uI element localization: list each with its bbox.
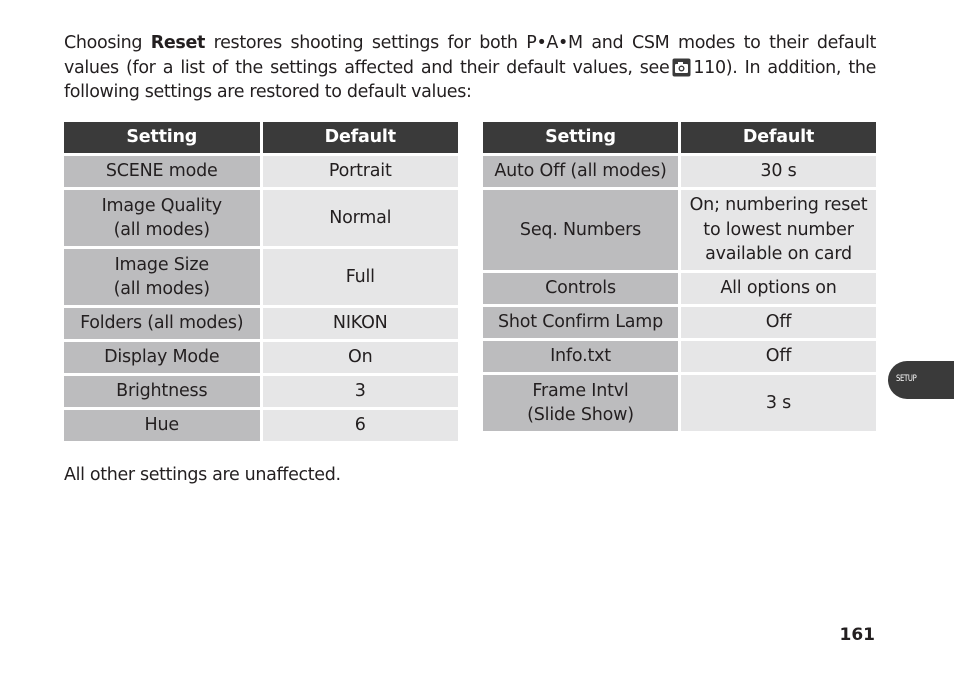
header-setting: Setting: [64, 122, 260, 153]
setting-cell: Folders (all modes): [64, 308, 260, 339]
table-row: [483, 190, 876, 270]
default-cell: NIKON: [263, 308, 459, 339]
table-row: [64, 156, 458, 187]
table-row: [483, 341, 876, 372]
default-cell: Normal: [263, 190, 459, 246]
table-row: [483, 375, 876, 431]
section-tab: [888, 361, 954, 399]
table-row: [64, 308, 458, 339]
default-cell: 3: [263, 376, 459, 407]
default-cell: [681, 190, 876, 270]
setting-cell: Shot Confirm Lamp: [483, 307, 678, 338]
table-row: [64, 249, 458, 305]
header-default: Default: [263, 122, 459, 153]
table-row: [483, 307, 876, 338]
table-row: [64, 376, 458, 407]
reset-table-right: [480, 119, 879, 434]
table-row: [64, 342, 458, 373]
setting-cell: Controls: [483, 273, 678, 304]
header-setting: Setting: [483, 122, 678, 153]
page-number: 161: [839, 625, 875, 645]
table-row: [483, 273, 876, 304]
default-cell: Portrait: [263, 156, 459, 187]
header-default: Default: [681, 122, 876, 153]
camera-reference-icon: [672, 58, 691, 77]
setting-cell: Auto Off (all modes): [483, 156, 678, 187]
setting-cell: Info.txt: [483, 341, 678, 372]
default-cell: Full: [263, 249, 459, 305]
intro-paragraph: [64, 31, 876, 105]
default-cell: Off: [681, 307, 876, 338]
setting-cell: [64, 249, 260, 305]
setting-cell: Seq. Numbers: [483, 190, 678, 270]
intro-text-a: restores shooting settings for both P•A•M and CSM modes to their default values (for a list of the settings affected and their default values, see: [64, 33, 876, 78]
setting-cell: Hue: [64, 410, 260, 441]
setting-cell: SCENE mode: [64, 156, 260, 187]
default-cell: 30 s: [681, 156, 876, 187]
default-cell: 3 s: [681, 375, 876, 431]
setting-line: Image Size (all modes): [113, 254, 210, 299]
table-row: [483, 156, 876, 187]
setting-cell: [483, 375, 678, 431]
setting-cell: [64, 190, 260, 246]
default-cell: On: [263, 342, 459, 373]
default-cell: All options on: [681, 273, 876, 304]
table-row: [64, 190, 458, 246]
default-cell: 6: [263, 410, 459, 441]
outro-text: All other settings are unaffected.: [64, 465, 341, 485]
setting-line: Frame Intvl (Slide Show): [527, 380, 634, 425]
setting-cell: Display Mode: [64, 342, 260, 373]
intro-reset-word: Reset: [150, 33, 206, 53]
table-row: [64, 410, 458, 441]
default-line: On; numbering reset to lowest number available on card: [689, 195, 868, 265]
intro-text-b: 110). In addition, the following settings are restored to default values:: [64, 57, 877, 102]
default-cell: Off: [681, 341, 876, 372]
intro-lead: Choosing: [64, 33, 151, 53]
section-tab-label: SETUP: [896, 374, 917, 384]
reset-table-left: [61, 119, 461, 444]
setting-line: Image Quality (all modes): [101, 195, 222, 240]
setting-cell: Brightness: [64, 376, 260, 407]
